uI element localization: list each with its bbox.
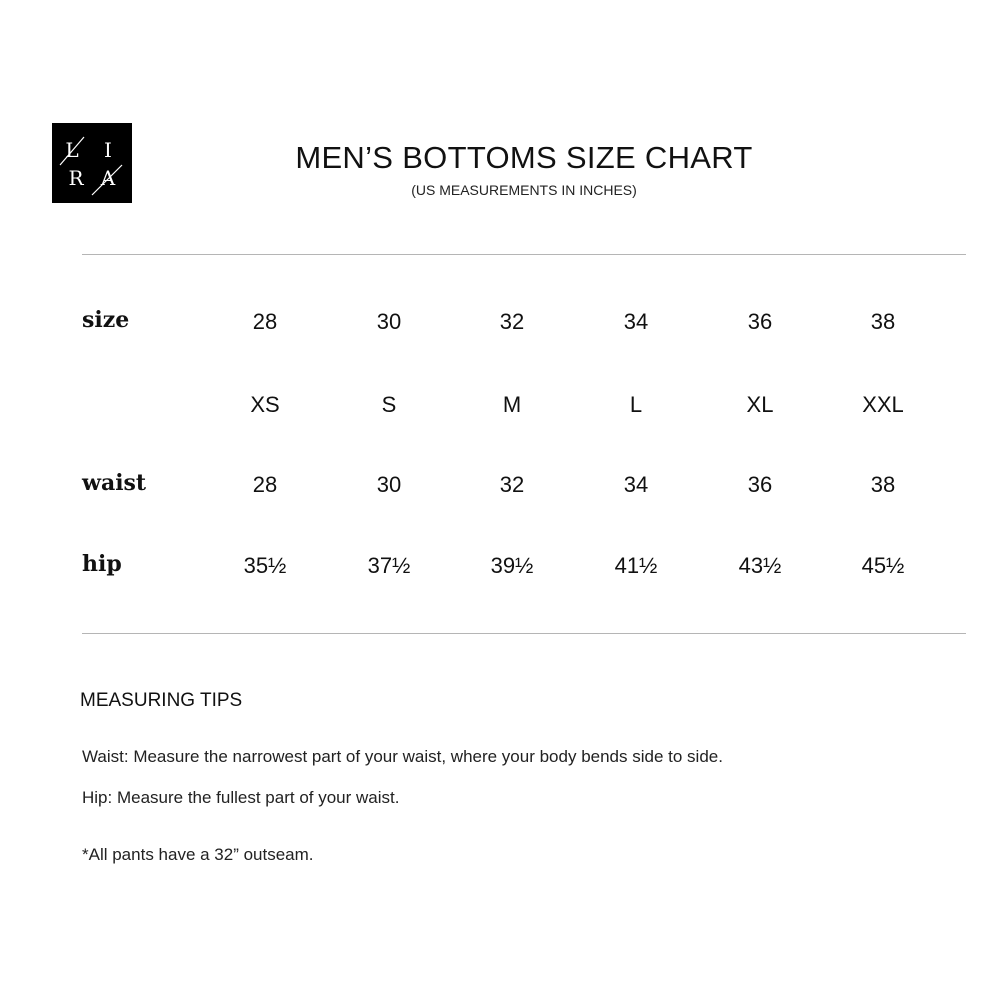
table-cell: 39½ bbox=[490, 553, 534, 578]
table-cell: 32 bbox=[499, 309, 525, 334]
row-label-waist: waist bbox=[82, 470, 147, 496]
table-cell: 36 bbox=[747, 472, 773, 497]
top-divider bbox=[82, 254, 966, 255]
tip-hip: Hip: Measure the fullest part of your waist. bbox=[82, 788, 400, 807]
table-cell: XS bbox=[250, 392, 280, 417]
page-subtitle: (US MEASUREMENTS IN INCHES) bbox=[411, 182, 637, 198]
bottom-divider bbox=[82, 633, 966, 634]
table-cell: 38 bbox=[870, 472, 896, 497]
logo-letter-4: A bbox=[100, 166, 116, 190]
table-cell: XL bbox=[746, 392, 774, 417]
table-cell: 30 bbox=[376, 472, 402, 497]
table-cell: 37½ bbox=[367, 553, 411, 578]
logo-letter-3: R bbox=[68, 166, 84, 190]
table-cell: 45½ bbox=[861, 553, 905, 578]
measuring-tips-heading: MEASURING TIPS bbox=[80, 690, 243, 711]
table-cell: 34 bbox=[623, 472, 649, 497]
table-cell: 28 bbox=[252, 472, 278, 497]
page-title: MEN’S BOTTOMS SIZE CHART bbox=[295, 140, 753, 175]
table-cell: L bbox=[629, 392, 643, 417]
table-cell: 32 bbox=[499, 472, 525, 497]
table-cell: 28 bbox=[252, 309, 278, 334]
outseam-note: *All pants have a 32” outseam. bbox=[82, 845, 314, 864]
table-cell: S bbox=[381, 392, 397, 417]
tip-waist: Waist: Measure the narrowest part of your waist, where your body bends side to side. bbox=[82, 747, 723, 766]
table-cell: 43½ bbox=[738, 553, 782, 578]
table-cell: XXL bbox=[862, 392, 904, 417]
logo-letter-2: I bbox=[104, 138, 112, 162]
table-cell: 36 bbox=[747, 309, 773, 334]
row-label-hip: hip bbox=[82, 551, 122, 577]
table-cell: 35½ bbox=[243, 553, 287, 578]
row-label-size: size bbox=[82, 307, 130, 333]
logo-letter-1: L bbox=[65, 138, 79, 162]
table-cell: M bbox=[502, 392, 522, 417]
table-cell: 38 bbox=[870, 309, 896, 334]
table-cell: 41½ bbox=[614, 553, 658, 578]
table-cell: 34 bbox=[623, 309, 649, 334]
table-cell: 30 bbox=[376, 309, 402, 334]
